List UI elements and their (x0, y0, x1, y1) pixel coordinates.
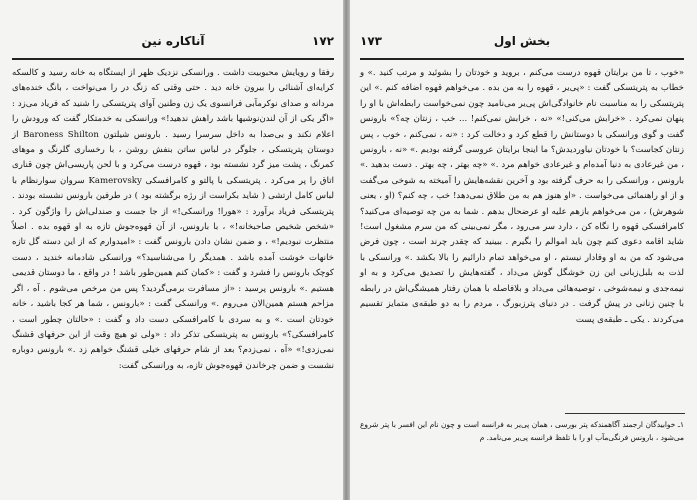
left-header-rule (12, 58, 334, 60)
right-page (350, 0, 697, 500)
right-header-rule (360, 58, 684, 60)
footnote-text: ۱ـ خوابیدگان ارجمند آگاهمندکه پتر بورسی ، همان پی‌یر به فرانسه است و چون نام این افسر با پتر شروع می‌شود ، بارونس فرنگی‌مآب او را با تلفظ فرانسه پی‌یر می‌نامد. م (360, 420, 684, 443)
left-running-title: آناکاره نین (141, 34, 205, 48)
left-page-number: ۱۷۲ (312, 34, 334, 48)
right-page-header (360, 34, 684, 54)
right-running-title: بخش اول (493, 34, 551, 48)
right-body-text (360, 66, 684, 328)
footnote (360, 418, 684, 445)
left-body-paragraph: رفقا و رویایش محبوبیت داشت . ورانسکی نزدیک ظهر از ایستگاه به خانه رسید و کالسکه کرایه‌ای آشنائی را بیرون خانه دید . حتی وقتی که زنگ در را می‌نواخت ، بانگ خنده‌های مردانه و صدای نوکرمآبی فرانسوی یک زن وطنین آوای پتریتسکی را شنید که فریاد می‌زد : «اگر یکی از آن لندن‌نوشیها باشد راهش ندهید!» ورانسکی به خدمتکار گفت که ورودش را اعلام نکند و بی‌صدا به داخل سرسرا رسید . بارونس شیلتون Baroness Shilton از دوستان پتریتسکی ، جلوگر در لباس ساتن بنفش روشن ، با رخساری گلرنگ و موهای کمرنگ ، پشت میز گرد نشسته بود ، قهوه درست می‌کرد و با لحن پاریسی‌اش چون قناری اتاق را پر می‌کرد . پتریتسکی با پالتو و کامرافسکی Kamerovsky سروان سوارنظام با لباس کامل ارتشی ( شاید بکراست از رژه برگشته بود ) در طرفین بارونس نشسته بودند . پتریتسکی فریاد برآورد : «هورا! ورانسکی!» از جا جست و صندلی‌اش را واژگون کرد . «شخص شخیص صاحبخانه!» ، با بارونس، از آن قهوه‌جوش تازه به او قهوه بده . اصلاً منتظرت نبودیم!» ، و ضمن نشان دادن بارونس گفت : «امیدوارم که از این دسته گل تازه خانهات خوشت آمده باشد . همدیگر را می‌شناسید؟» ورانسکی شادمانه خندید ، دست کوچک بارونس را فشرد و گفت : «کمان کنم همین‌طور باشد ! در واقع ، ما دوستان قدیمی هستیم .» بارونس پرسید : «از مسافرت برمی‌گردید؟ پس من مرخص می‌شوم . آه ، اگر مزاحم هستم همین‌الان می‌روم .» ورانسکی گفت : «بارونس ، شما هر کجا باشید ، خانه خودتان است .» و به سردی با کامرافسکی دست داد و گفت : «حالتان چطور است ، کامرافسکی؟» بارونس به پتریتسکی تذکر داد : «ولی تو هیچ وقت از این حرفهای قشنگ نمی‌زدی!» «آه ، نمی‌زدم؟ بعد از شام حرفهای خیلی قشنگ خواهم زد .» بارونس دوباره نشست و ضمن چرخاندن قهوه‌جوش تازه، به ورانسکی گفت: (12, 68, 334, 371)
footnote-rule (565, 413, 685, 414)
right-body-paragraph: «خوب ، تا من برایتان قهوه درست می‌کنم ، بروید و خودتان را بشوئید و مرتب کنید .» و خطاب به پتریتسکی گفت : «پی‌یر ، قهوه را به من بده . می‌خواهم قهوه اضافه کنم .» این پتریتسکی را به مناسبت نام خانوادگی‌اش پی‌یر می‌نامید چون نمی‌خواست رابطه‌اش با او را پنهان نمی‌کرد . «خرابش می‌کنی!» «نه ، خرابش نمی‌کنم! ... خب ، زنتان چه؟» بارونس گفت و گوی ورانسکی با دوستانش را قطع کرد و دخالت کرد : «نه ، نمی‌کنم ، خوب ، پس زنتان کجاست؟ با خودتان نیاوردیدش؟ ما اینجا برایتان عروسی گرفته بودیم .» «نه ، بارونس ، من غیرعادی به دنیا آمده‌ام و غیرعادی خواهم مرد .» «چه بهتر ، چه بهتر . دست بدهید .» بارونس ، ورانسکی را به حرف گرفته بود و آخرین نقشه‌هایش را آمیخته به شوخی می‌گفت و از او راهنمائی می‌خواست . «او هنوز هم به من طلاق نمی‌دهد! خب ، چه کنم؟ (او ، یعنی شوهرش) ، من می‌خواهم بازهم علیه او عرضحال بدهم . شما به من چه توصیه‌ای می‌کنید؟ کامرافسکی قهوه را نگاه کن ، دارد سر می‌رود ، مگر نمی‌بینی که من سرم مشغول است! شاید اقامه دعوی کنم چون باید اموالم را بگیرم . ببینید که چقدر چرند است ، چون فرض می‌شود که من به او وفادار نیستم ، او می‌خواهد تمام دارائیم را بالا بکشد .» ورانسکی با لذت به بلبل‌زبانی این زن خوشگل گوش می‌داد ، گفته‌هایش را تصدیق می‌کرد و به او نیمه‌جدی و نیمه‌شوخی ، توصیه‌هائی می‌داد و بلافاصله با همان رفتار همیشگی‌اش در رابطه با چنین زنانی در پیش گرفت . در دنیای پترزبورگ ، مردم را به دو طبقه‌ی متمایز تقسیم می‌کردند . یکی ـ طبقه‌ی پست (360, 68, 684, 325)
right-page-number: ۱۷۳ (360, 34, 382, 48)
left-page-header (12, 34, 334, 54)
left-page (0, 0, 343, 500)
left-body-text (12, 66, 334, 374)
book-gutter (343, 0, 350, 500)
